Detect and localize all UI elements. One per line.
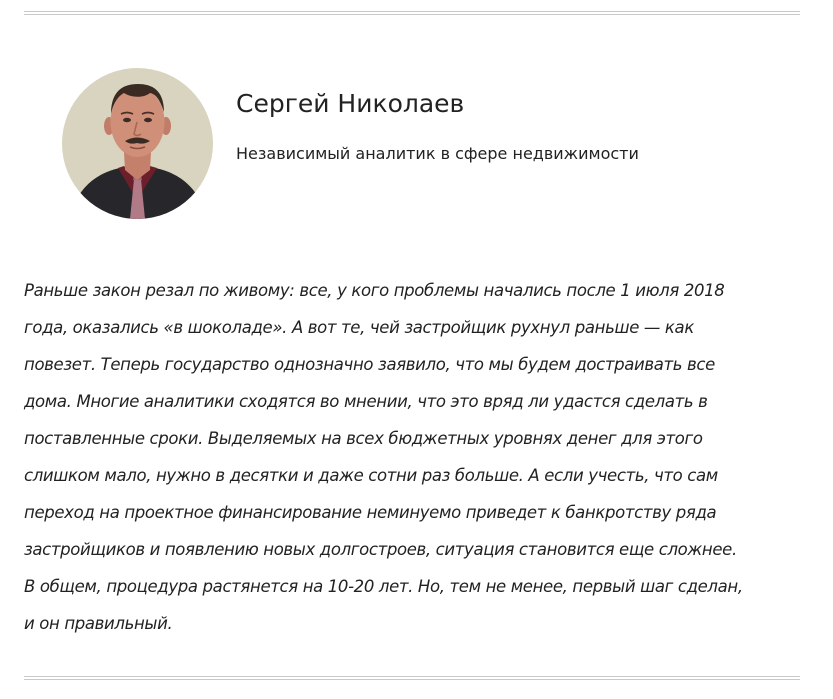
quote-line: и он правильный.: [24, 614, 173, 633]
author-name: Сергей Николаев: [236, 89, 465, 118]
bottom-divider: [24, 676, 800, 680]
top-divider: [24, 11, 800, 15]
author-role: Независимый аналитик в сфере недвижимости: [236, 144, 639, 163]
person-portrait-icon: [62, 68, 213, 219]
quote-line: поставленные сроки. Выделяемых на всех бюджетных уровнях денег для этого: [24, 429, 703, 448]
quote-line: повезет. Теперь государство однозначно заявило, что мы будем достраивать все: [24, 355, 715, 374]
quote-line: застройщиков и появлению новых долгостроев, ситуация становится еще сложнее.: [24, 540, 737, 559]
quote-line: переход на проектное финансирование неминуемо приведет к банкротству ряда: [24, 503, 717, 522]
quote-line: дома. Многие аналитики сходятся во мнении, что это вряд ли удастся сделать в: [24, 392, 708, 411]
author-avatar: [62, 68, 213, 219]
quote-line: Раньше закон резал по живому: все, у кого проблемы начались после 1 июля 2018: [24, 281, 725, 300]
quote-line: В общем, процедура растянется на 10-20 лет. Но, тем не менее, первый шаг сделан,: [24, 577, 743, 596]
quote-line: года, оказались «в шоколаде». А вот те, чей застройщик рухнул раньше — как: [24, 318, 694, 337]
quote-line: слишком мало, нужно в десятки и даже сотни раз больше. А если учесть, что сам: [24, 466, 718, 485]
quote-text: [24, 272, 806, 642]
